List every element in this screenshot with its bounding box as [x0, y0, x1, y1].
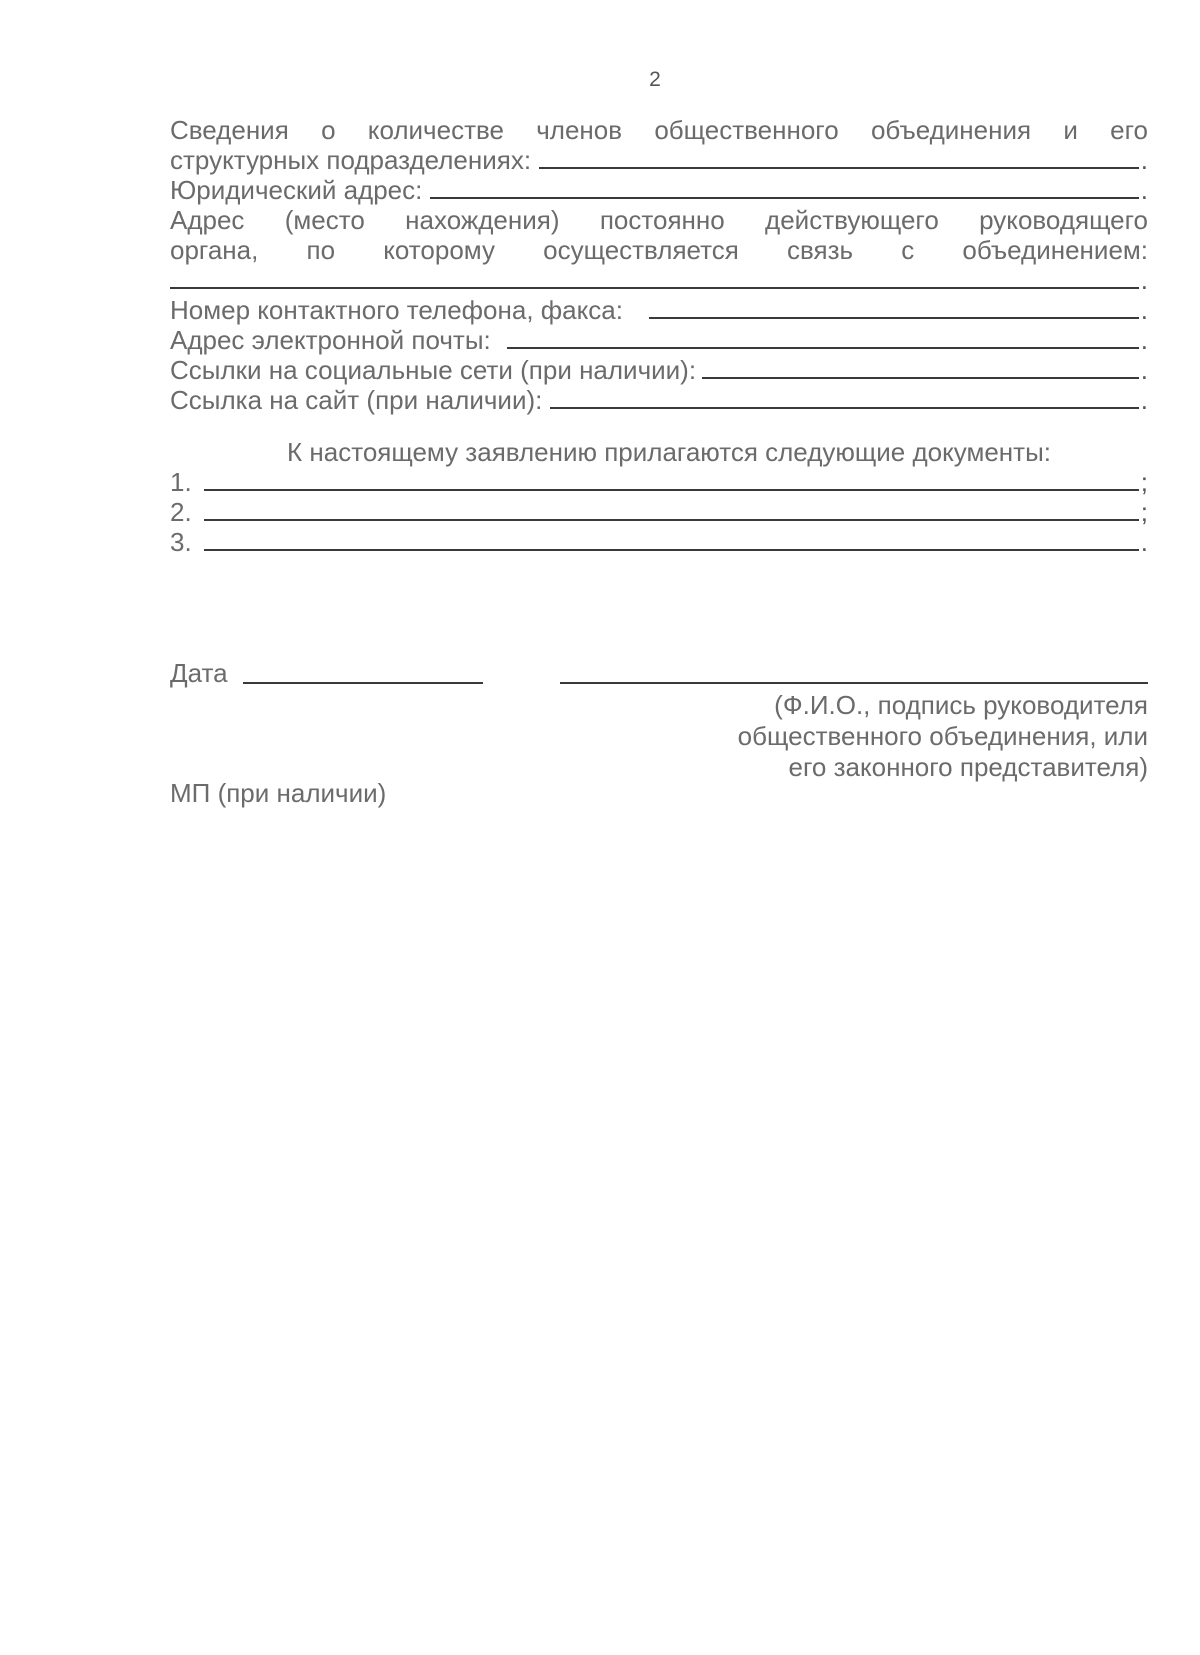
attachment-item-2 [170, 497, 1148, 527]
members-label-line2: структурных подразделениях: [170, 145, 532, 175]
page-number: 2 [649, 68, 661, 91]
location-input-line[interactable] [170, 265, 1139, 289]
signature-input-line[interactable] [560, 682, 1148, 684]
email-label: Адрес электронной почты: [170, 325, 491, 355]
attachment-end: . [1140, 527, 1148, 557]
attachment-input-line[interactable] [204, 497, 1139, 521]
signature-caption [738, 690, 1148, 783]
attachment-item-1 [170, 467, 1148, 497]
social-input-line[interactable] [702, 355, 1139, 379]
website-input-line[interactable] [550, 385, 1138, 409]
social-field [170, 355, 1148, 385]
date-label: Дата [170, 658, 228, 688]
form-body [170, 115, 1148, 557]
location-label-line2: органа, по которому осуществляется связь с объединением: [170, 235, 1148, 265]
date-input-line[interactable] [243, 682, 483, 684]
website-label: Ссылка на сайт (при наличии): [170, 385, 543, 415]
legal-address-label: Юридический адрес: [170, 175, 423, 205]
attachments-heading: К настоящему заявлению прилагаются следующие документы: [287, 437, 1051, 467]
attachment-input-line[interactable] [204, 527, 1139, 551]
attachment-item-3 [170, 527, 1148, 557]
attachment-number: 3. [170, 527, 192, 557]
members-input-line[interactable] [539, 145, 1139, 169]
legal-address-field [170, 175, 1148, 205]
phone-label: Номер контактного телефона, факса: [170, 295, 623, 325]
attachment-end: ; [1140, 497, 1148, 527]
attachment-input-line[interactable] [204, 467, 1139, 491]
members-period: . [1140, 145, 1148, 175]
attachment-number: 2. [170, 497, 192, 527]
caption-line: общественного объединения, или [737, 721, 1148, 751]
social-label: Ссылки на социальные сети (при наличии): [170, 355, 697, 385]
location-label-line1: Адрес (место нахождения) постоянно действующего руководящего [170, 205, 1148, 235]
phone-field [170, 295, 1148, 325]
stamp-label: МП (при наличии) [170, 778, 387, 808]
social-period: . [1140, 355, 1148, 385]
caption-line: его законного представителя) [788, 752, 1148, 782]
legal-address-period: . [1140, 175, 1148, 205]
location-period: . [1140, 265, 1148, 295]
phone-period: . [1140, 295, 1148, 325]
legal-address-input-line[interactable] [430, 175, 1138, 199]
website-period: . [1140, 385, 1148, 415]
location-field [170, 265, 1148, 295]
members-field [170, 145, 1148, 175]
website-field [170, 385, 1148, 415]
signature-row [170, 658, 1148, 690]
members-label-line1: Сведения о количестве членов общественного объединения и его [170, 115, 1148, 145]
attachment-number: 1. [170, 467, 192, 497]
email-field [170, 325, 1148, 355]
attachment-end: ; [1140, 467, 1148, 497]
email-period: . [1140, 325, 1148, 355]
phone-input-line[interactable] [649, 295, 1139, 319]
email-input-line[interactable] [507, 325, 1139, 349]
caption-line: (Ф.И.О., подпись руководителя [774, 690, 1148, 720]
